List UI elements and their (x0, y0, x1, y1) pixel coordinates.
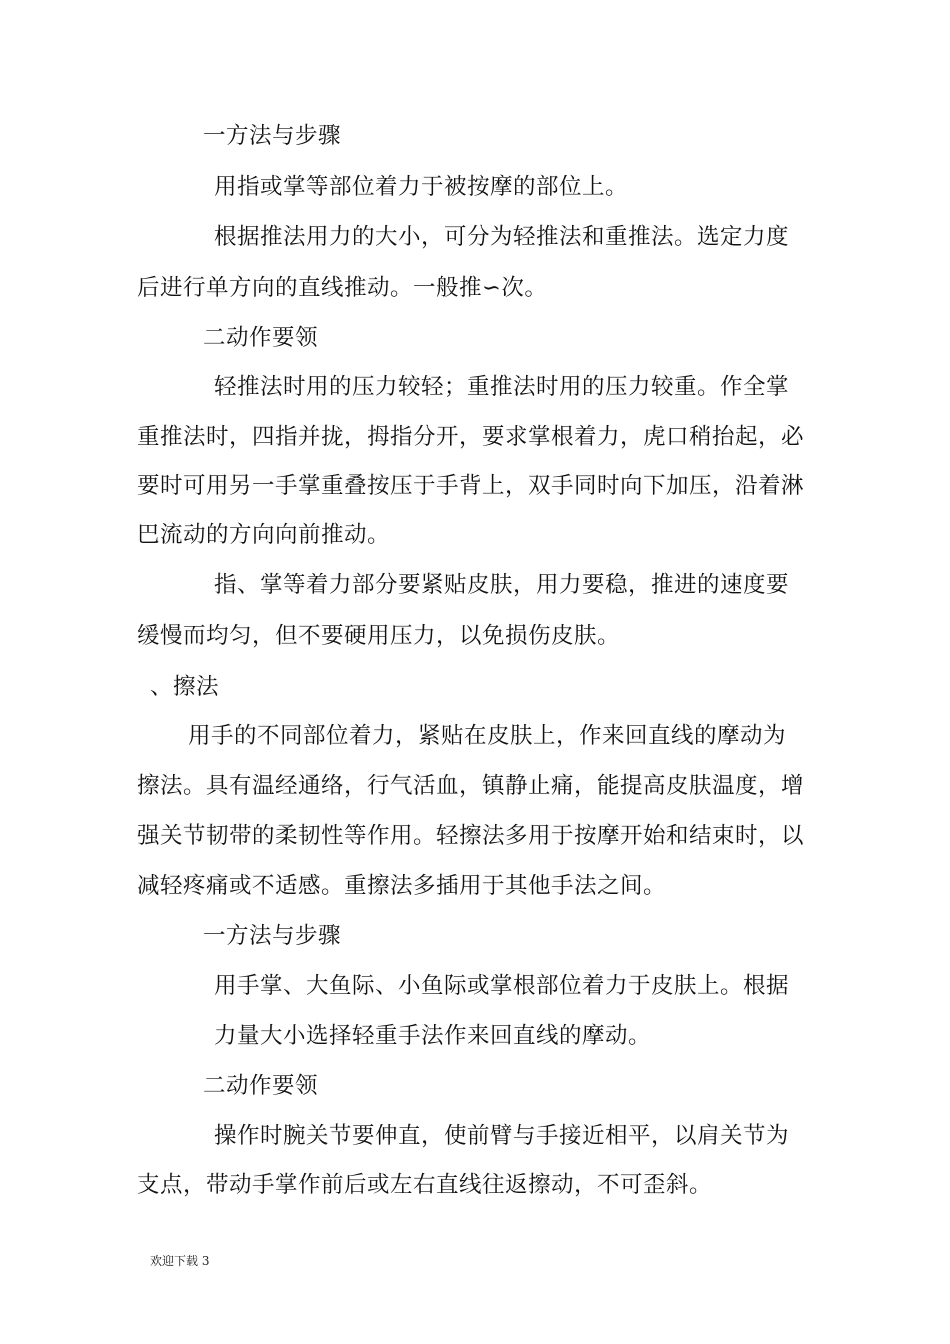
section-heading-rubbing: 、擦法 (150, 674, 220, 700)
page-footer: 欢迎下载 3 (150, 1254, 210, 1268)
paragraph-line: 缓慢而均匀，但不要硬用压力，以免损伤皮肤。 (137, 623, 621, 649)
section-heading-methods: 一方法与步骤 (203, 923, 342, 949)
paragraph-line: 巴流动的方向向前推动。 (137, 522, 391, 548)
paragraph-line: 擦法。具有温经通络，行气活血，镇静止痛，能提高皮肤温度，增 (137, 773, 805, 799)
paragraph-line: 轻推法时用的压力较轻；重推法时用的压力较重。作全掌 (214, 374, 790, 400)
paragraph-line: 后进行单方向的直线推动。一般推∽次。 (137, 275, 548, 301)
paragraph-line: 减轻疼痛或不适感。重擦法多插用于其他手法之间。 (137, 873, 667, 899)
section-heading-essentials: 二动作要领 (203, 1073, 319, 1099)
paragraph-line: 用手的不同部位着力，紧贴在皮肤上，作来回直线的摩动为 (188, 723, 787, 749)
paragraph-line: 用手掌、大鱼际、小鱼际或掌根部位着力于皮肤上。根据 (214, 973, 790, 999)
section-heading-methods: 一方法与步骤 (203, 123, 342, 149)
paragraph-line: 指、掌等着力部分要紧贴皮肤，用力要稳，推进的速度要 (214, 572, 790, 598)
paragraph-line: 强关节韧带的柔韧性等作用。轻擦法多用于按摩开始和结束时，以 (137, 823, 805, 849)
paragraph-line: 重推法时，四指并拢，拇指分开，要求掌根着力，虎口稍抬起，必 (137, 424, 805, 450)
paragraph-line: 用指或掌等部位着力于被按摩的部位上。 (214, 174, 629, 200)
paragraph-line: 操作时腕关节要伸直，使前臂与手接近相平，以肩关节为 (214, 1123, 790, 1149)
paragraph-line: 支点，带动手掌作前后或左右直线往返擦动，不可歪斜。 (137, 1172, 713, 1198)
paragraph-line: 根据推法用力的大小，可分为轻推法和重推法。选定力度 (214, 224, 790, 250)
paragraph-line: 力量大小选择轻重手法作来回直线的摩动。 (214, 1023, 652, 1049)
section-heading-essentials: 二动作要领 (203, 325, 319, 351)
paragraph-line: 要时可用另一手掌重叠按压于手背上，双手同时向下加压，沿着淋 (137, 473, 805, 499)
